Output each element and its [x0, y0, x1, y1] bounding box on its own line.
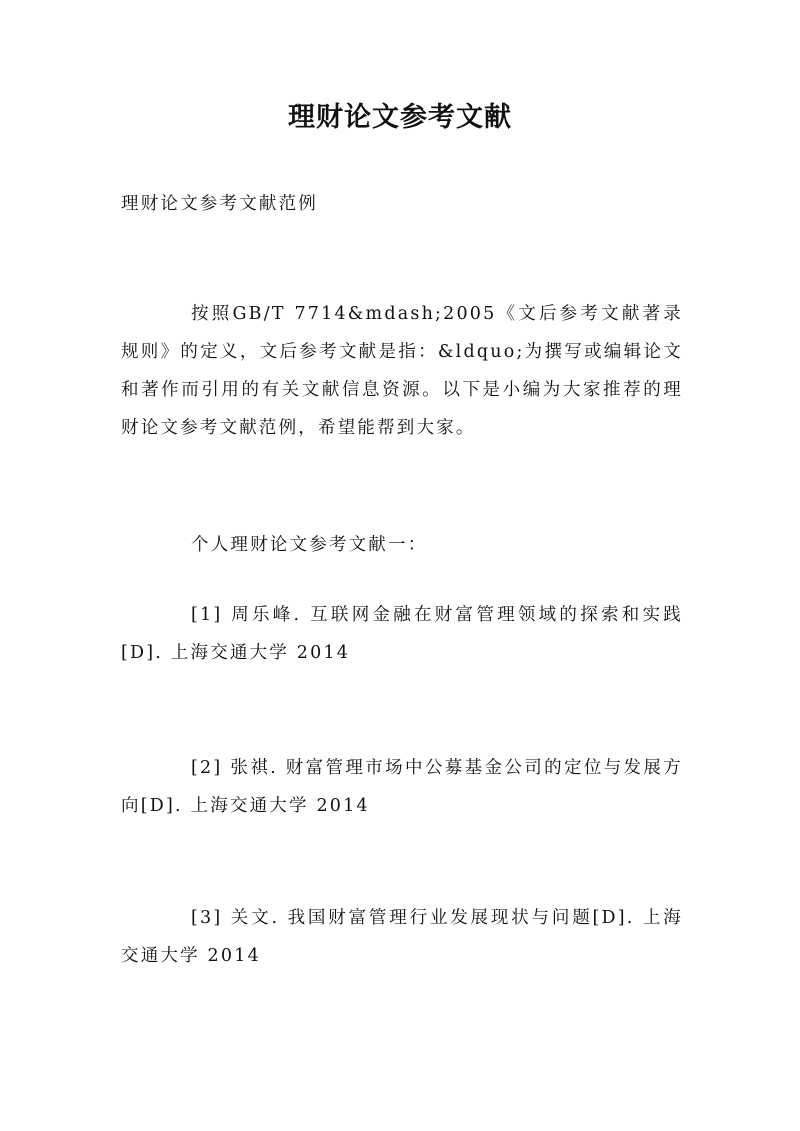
page-title: 理财论文参考文献: [288, 102, 512, 133]
section-heading: 个人理财论文参考文献一：: [191, 535, 428, 555]
reference-item: [1] 周乐峰. 互联网金融在财富管理领域的探索和实践[D]. 上海交通大学 2014: [121, 605, 683, 663]
document-subtitle: 理财论文参考文献范例: [121, 194, 318, 214]
intro-paragraph: 按照GB/T 7714&mdash;2005《文后参考文献著录规则》的定义，文后参考文献是指：&ldquo;为撰写或编辑论文和著作而引用的有关文献信息资源。以下是小编为大家推荐的理财论文参考文献范例，希望能帮到大家。: [121, 304, 683, 438]
reference-item: [3] 关文. 我国财富管理行业发展现状与问题[D]. 上海交通大学 2014: [121, 908, 683, 966]
reference-item: [2] 张祺. 财富管理市场中公募基金公司的定位与发展方向[D]. 上海交通大学 2014: [121, 758, 683, 816]
